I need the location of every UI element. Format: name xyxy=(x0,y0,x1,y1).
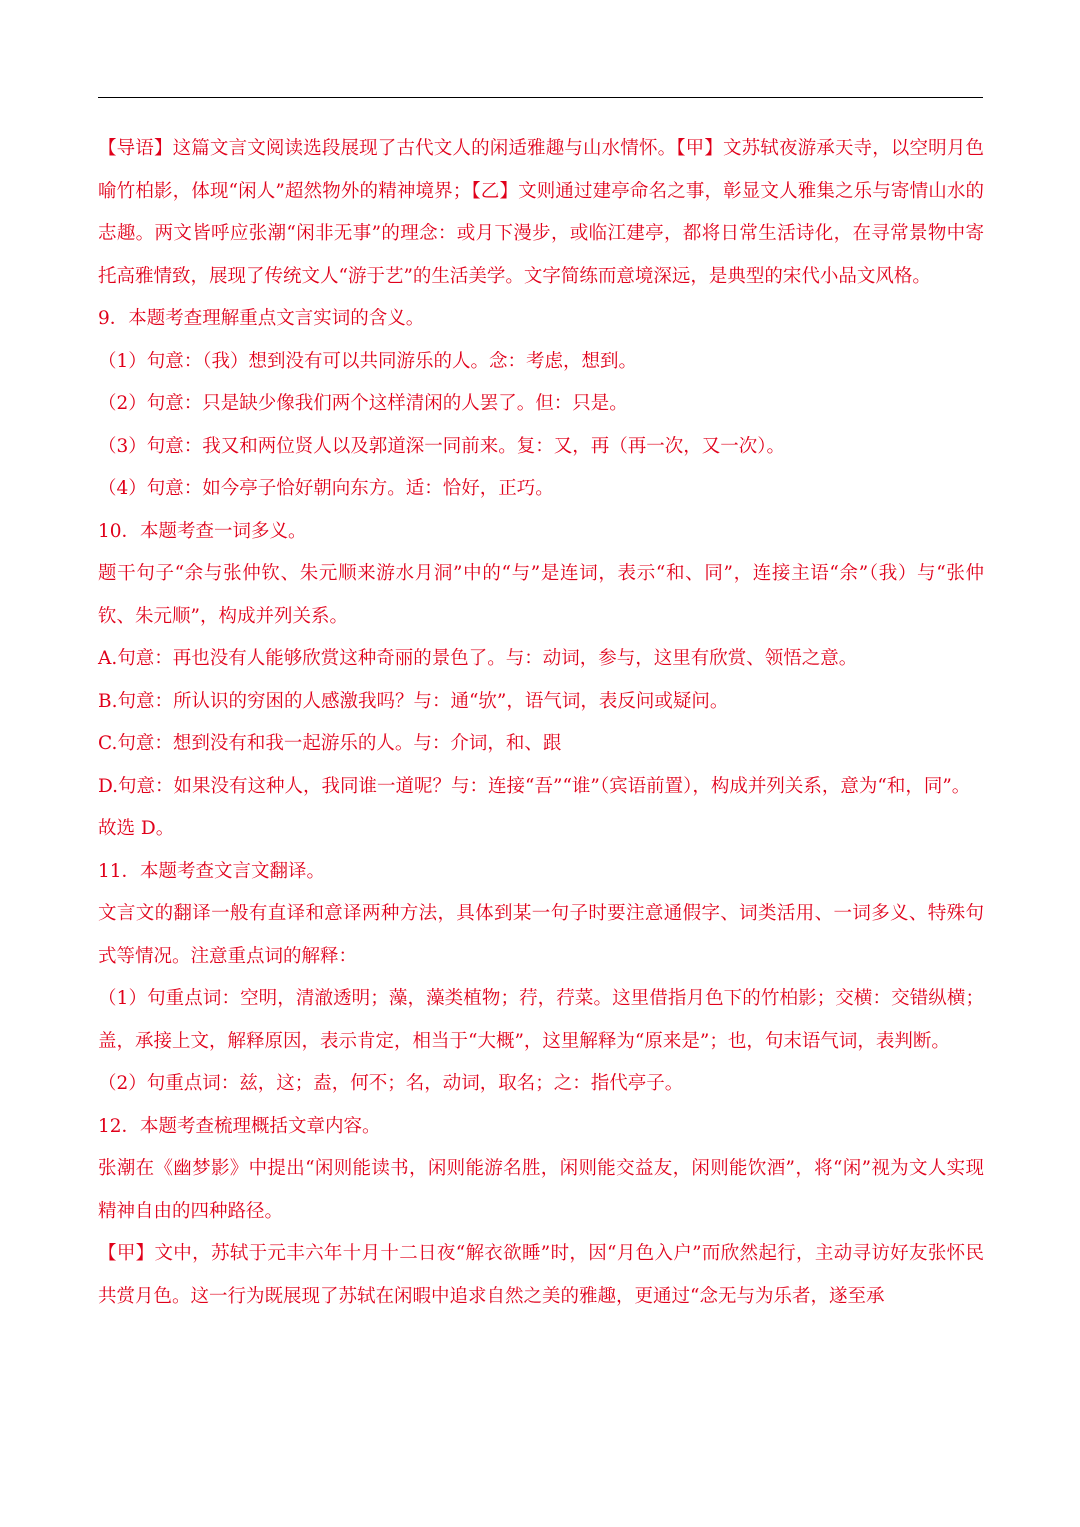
paragraph-q10-answer: 故选 D。 xyxy=(98,818,175,839)
paragraph-q11-title: 11．本题考查文言文翻译。 xyxy=(98,860,326,882)
answer-text-body xyxy=(98,128,984,1318)
header-rule xyxy=(98,97,983,98)
paragraph-q12-stem: 张潮在《幽梦影》中提出“闲则能读书，闲则能游名胜，闲则能交益友，闲则能饮酒”，将“闲”视为文人实现精神自由的四种路径。 xyxy=(98,1158,984,1222)
paragraph-q11-stem: 文言文的翻译一般有直译和意译两种方法，具体到某一句子时要注意通假字、词类活用、一词多义、特殊句式等情况。注意重点词的解释： xyxy=(98,903,984,967)
paragraph-q9-2: （2）句意：只是缺少像我们两个这样清闲的人罢了。但：只是。 xyxy=(98,393,628,414)
paragraph-q10-d: D.句意：如果没有这种人，我同谁一道呢？与：连接“吾”“谁”（宾语前置），构成并列关系，意为“和，同”。 xyxy=(98,775,971,797)
paragraph-q12-title: 12．本题考查梳理概括文章内容。 xyxy=(98,1115,381,1137)
paragraph-q11-2: （2）句重点词：兹，这；盍，何不；名，动词，取名；之：指代亭子。 xyxy=(98,1073,684,1094)
paragraph-q10-c: C.句意：想到没有和我一起游乐的人。与：介词，和、跟 xyxy=(98,733,562,754)
paragraph-q9-4: （4）句意：如今亭子恰好朝向东方。适：恰好，正巧。 xyxy=(98,478,554,499)
paragraph-q10-title: 10．本题考查一词多义。 xyxy=(98,520,307,542)
paragraph-q10-stem: 题干句子“余与张仲钦、朱元顺来游水月洞”中的“与”是连词，表示“和、同”，连接主语“余”（我）与“张仲钦、朱元顺”，构成并列关系。 xyxy=(98,563,984,627)
paragraph-q12-jia: 【甲】文中，苏轼于元丰六年十月十二日夜“解衣欲睡”时，因“月色入户”而欣然起行，主动寻访好友张怀民共赏月色。这一行为既展现了苏轼在闲暇中追求自然之美的雅趣，更通过“念无与为乐者，遂至承 xyxy=(98,1243,984,1307)
paragraph-q10-a: A.句意：再也没有人能够欣赏这种奇丽的景色了。与：动词，参与，这里有欣赏、领悟之意。 xyxy=(98,648,858,669)
paragraph-q9-title: 9．本题考查理解重点文言实词的含义。 xyxy=(98,308,425,329)
paragraph-q11-1: （1）句重点词：空明，清澈透明；藻，藻类植物；荇，荇菜。这里借指月色下的竹柏影；交横：交错纵横；盖，承接上文，解释原因，表示肯定，相当于“大概”，这里解释为“原来是”；也，句末语气词，表判断。 xyxy=(98,988,984,1052)
paragraph-q9-1: （1）句意：（我）想到没有可以共同游乐的人。念：考虑，想到。 xyxy=(98,350,638,372)
paragraph-intro: 【导语】这篇文言文阅读选段展现了古代文人的闲适雅趣与山水情怀。【甲】文苏轼夜游承天寺，以空明月色喻竹柏影，体现“闲人”超然物外的精神境界；【乙】文则通过建亭命名之事，彰显文人雅集之乐与寄情山水的志趣。两文皆呼应张潮“闲非无事”的理念：或月下漫步，或临江建亭，都将日常生活诗化，在寻常景物中寄托高雅情致，展现了传统文人“游于艺”的生活美学。文字简练而意境深远，是典型的宋代小品文风格。 xyxy=(98,138,984,287)
paragraph-q9-3: （3）句意：我又和两位贤人以及郭道深一同前来。复：又，再（再一次，又一次）。 xyxy=(98,435,786,457)
paragraph-q10-b: B.句意：所认识的穷困的人感激我吗？与：通“欤”，语气词，表反问或疑问。 xyxy=(98,690,729,712)
